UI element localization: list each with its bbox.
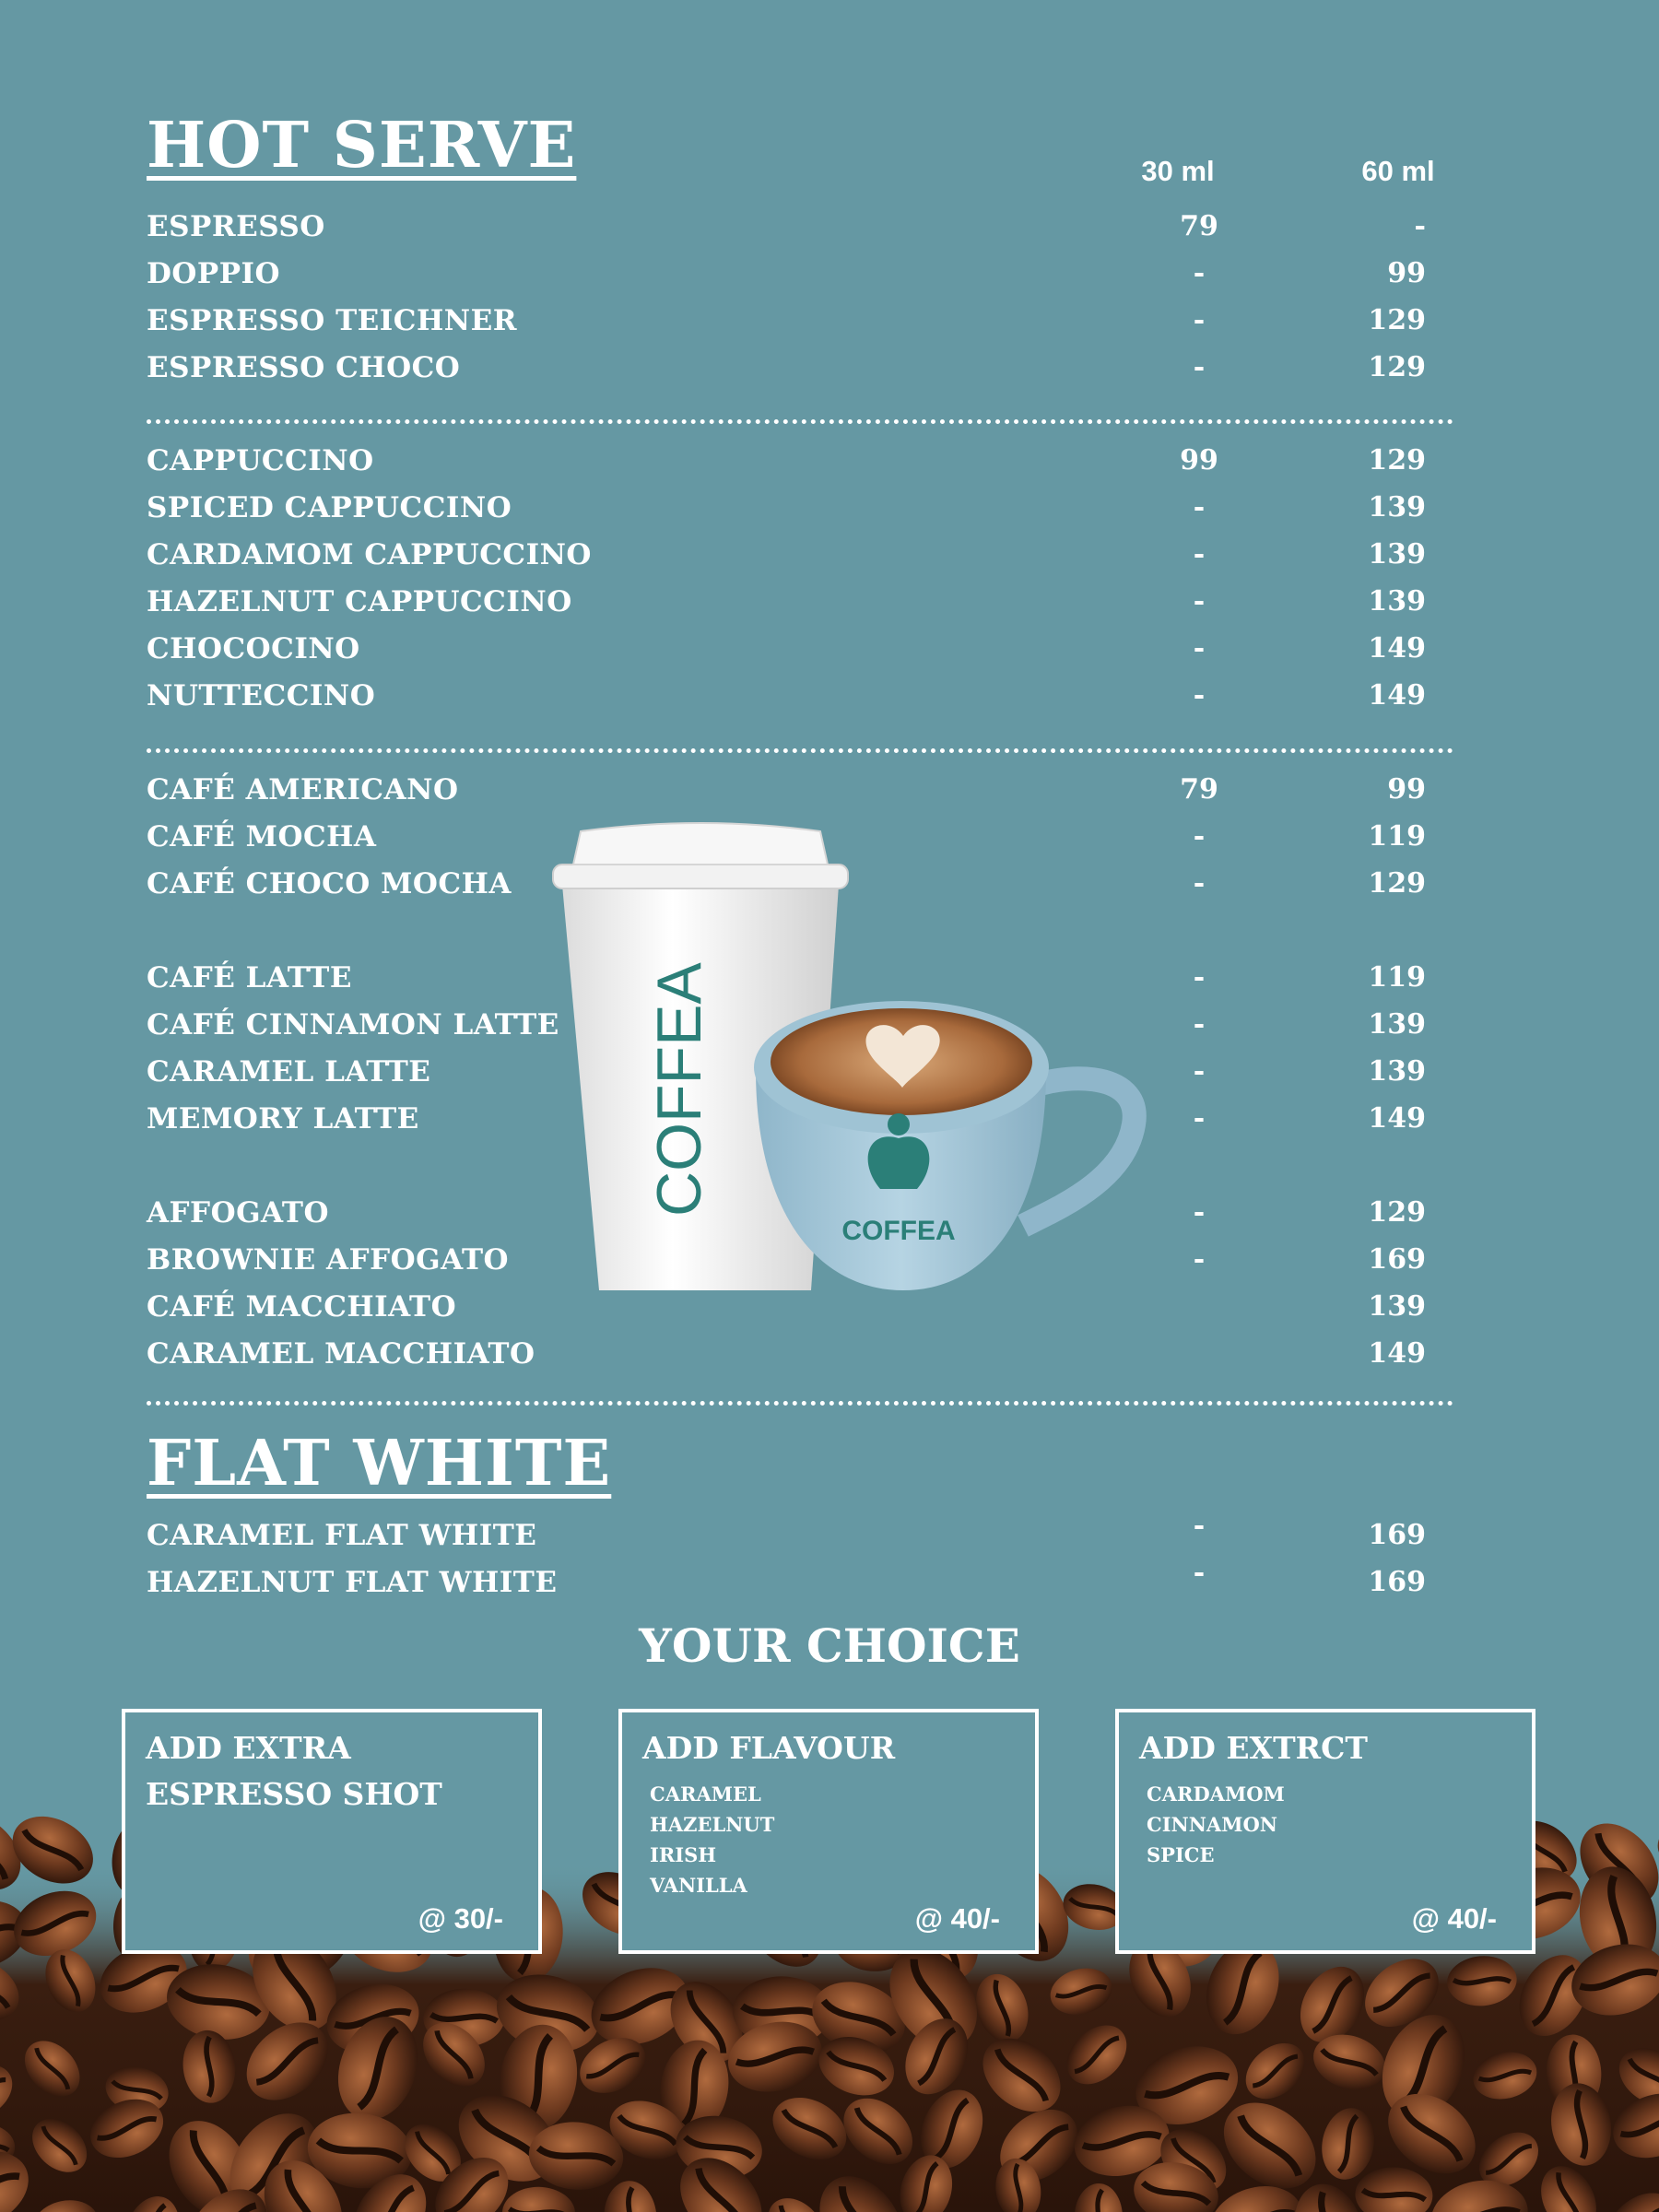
price-30ml: - [1193, 961, 1206, 994]
price-60ml: 139 [1368, 538, 1426, 571]
price-60ml: 129 [1368, 444, 1426, 477]
price-60ml: 139 [1368, 1290, 1426, 1323]
price-30ml: - [1193, 304, 1206, 336]
price-60ml: 139 [1368, 1008, 1426, 1041]
price-60ml: - [1414, 210, 1426, 242]
price-30ml: - [1193, 1243, 1206, 1276]
item-name: ESPRESSO TEICHNER [147, 304, 517, 337]
price-30ml: - [1193, 1055, 1206, 1088]
menu-row-chococino [147, 632, 1455, 671]
box-title: ADD EXTRCT [1139, 1730, 1368, 1766]
menu-row-hazelnut-flat-white [147, 1557, 1455, 1605]
item-name: CAFÉ AMERICANO [147, 773, 459, 806]
price-60ml: 139 [1368, 491, 1426, 524]
cup-logo-text: COFFEA [644, 962, 714, 1217]
column-header-60ml: 60 ml [1361, 155, 1435, 187]
item-name: HAZELNUT CAPPUCCINO [147, 585, 572, 618]
price-30ml: - [1193, 538, 1206, 571]
item-name: CARAMEL LATTE [147, 1055, 431, 1088]
box-price: @ 40/- [1411, 1902, 1497, 1935]
menu-row-espresso [147, 210, 1455, 249]
price-30ml: - [1193, 257, 1206, 289]
list-item: CARDAMOM [1147, 1783, 1285, 1806]
item-name: SPICED CAPPUCCINO [147, 491, 512, 524]
item-name: CARAMEL FLAT WHITE [147, 1519, 537, 1552]
price-60ml: 139 [1368, 1055, 1426, 1088]
menu-row-cardamom-cappuccino [147, 538, 1455, 577]
item-name: ESPRESSO CHOCO [147, 351, 461, 384]
price-60ml: 149 [1368, 632, 1426, 665]
your-choice-title: YOUR CHOICE [639, 1618, 1020, 1673]
menu-row-hazelnut-cappuccino [147, 585, 1455, 624]
item-name: CAPPUCCINO [147, 444, 374, 477]
price-30ml: - [1193, 1196, 1206, 1229]
price-30ml: - [1193, 351, 1206, 383]
price-60ml: 169 [1368, 1519, 1426, 1551]
menu-row-caramel-macchiato [147, 1337, 1455, 1376]
price-60ml: 149 [1368, 679, 1426, 712]
list-item: HAZELNUT [650, 1813, 775, 1836]
box-title: ADD EXTRA ESPRESSO SHOT [146, 1730, 442, 1812]
list-item: VANILLA [650, 1874, 747, 1897]
price-30ml: - [1193, 585, 1206, 618]
price-30ml: 79 [1180, 773, 1218, 806]
dotted-divider [147, 419, 1453, 424]
menu-row-espresso-teichner [147, 304, 1455, 343]
item-name: AFFOGATO [147, 1196, 329, 1230]
item-name: NUTTECCINO [147, 679, 376, 712]
box-title: ADD FLAVOUR [642, 1730, 896, 1766]
price-30ml: 79 [1180, 210, 1218, 242]
list-item: CARAMEL [650, 1783, 761, 1806]
mug-logo-text: COFFEA [841, 1216, 956, 1246]
price-60ml: 119 [1368, 820, 1426, 853]
price-60ml: 129 [1368, 351, 1426, 383]
item-name: CAFÉ LATTE [147, 961, 352, 994]
box-price: @ 40/- [914, 1902, 1000, 1935]
price-60ml: 129 [1368, 1196, 1426, 1229]
menu-row-spiced-cappuccino [147, 491, 1455, 530]
item-name: CHOCOCINO [147, 632, 360, 665]
dotted-divider [147, 1401, 1453, 1406]
price-60ml: 169 [1368, 1243, 1426, 1276]
price-60ml: 129 [1368, 304, 1426, 336]
item-name: ESPRESSO [147, 210, 325, 243]
price-30ml: - [1193, 1102, 1206, 1135]
price-30ml: - [1193, 867, 1206, 900]
item-name: CAFÉ CHOCO MOCHA [147, 867, 512, 900]
price-30ml: - [1193, 820, 1206, 853]
price-30ml: - [1193, 679, 1206, 712]
add-espresso-shot-box [122, 1709, 542, 1954]
list-item: CINNAMON [1147, 1813, 1277, 1836]
menu-row-cappuccino [147, 444, 1455, 483]
price-30ml: - [1193, 632, 1206, 665]
column-header-30ml: 30 ml [1141, 155, 1215, 187]
price-60ml: 139 [1368, 585, 1426, 618]
item-name: CAFÉ MOCHA [147, 820, 377, 853]
dotted-divider [147, 748, 1453, 753]
price-60ml: 129 [1368, 867, 1426, 900]
price-30ml: - [1193, 1008, 1206, 1041]
price-60ml: 119 [1368, 961, 1426, 994]
price-60ml: 149 [1368, 1337, 1426, 1370]
menu-row-doppio [147, 257, 1455, 296]
price-60ml: 149 [1368, 1102, 1426, 1135]
item-name: HAZELNUT FLAT WHITE [147, 1566, 558, 1599]
item-name: CAFÉ MACCHIATO [147, 1290, 457, 1324]
price-30ml: - [1193, 491, 1206, 524]
price-60ml: 99 [1387, 257, 1426, 289]
price-30ml: - [1193, 1510, 1206, 1542]
list-item: IRISH [650, 1843, 717, 1866]
price-30ml: 99 [1180, 444, 1218, 477]
item-name: MEMORY LATTE [147, 1102, 419, 1135]
add-flavour-box [618, 1709, 1039, 1954]
menu-row-nutteccino [147, 679, 1455, 718]
box-price: @ 30/- [418, 1902, 503, 1935]
item-name: CAFÉ CINNAMON LATTE [147, 1008, 559, 1041]
item-name: BROWNIE AFFOGATO [147, 1243, 510, 1277]
menu-row-caramel-flat-white [147, 1510, 1455, 1558]
menu-row-cafe-americano [147, 773, 1455, 812]
price-30ml: - [1193, 1557, 1206, 1589]
flat-white-title: FLAT WHITE [147, 1427, 612, 1500]
price-60ml: 169 [1368, 1566, 1426, 1598]
hot-serve-title: HOT SERVE [147, 109, 577, 182]
list-item: SPICE [1147, 1843, 1215, 1866]
add-extract-box [1115, 1709, 1535, 1954]
coffee-cup-and-mug-image [544, 820, 1152, 1318]
price-60ml: 99 [1387, 773, 1426, 806]
item-name: CARDAMOM CAPPUCCINO [147, 538, 592, 571]
flavour-list [650, 1779, 774, 1900]
item-name: DOPPIO [147, 257, 281, 290]
menu-row-espresso-choco [147, 351, 1455, 390]
item-name: CARAMEL MACCHIATO [147, 1337, 535, 1371]
extract-list [1147, 1779, 1285, 1870]
